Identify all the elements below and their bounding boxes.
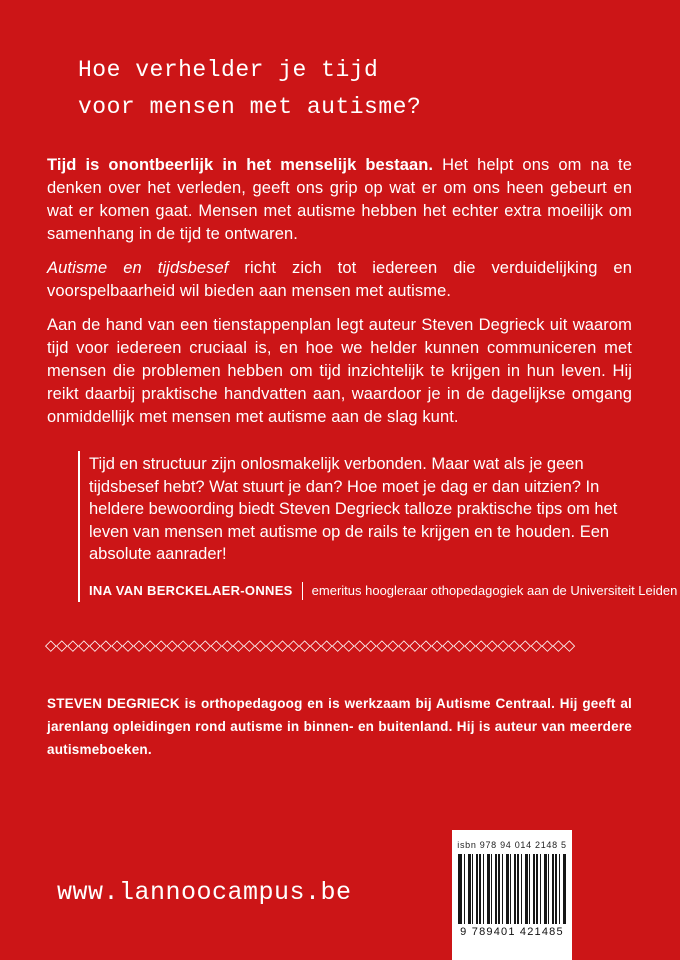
headline-line2: voor mensen met autisme? (78, 94, 422, 120)
paragraph-audience (47, 257, 632, 303)
author-bio-rest: is orthopedagoog en is werkzaam bij Autisme Centraal. Hij geeft al jarenlang opleidingen rond autisme in binnen- en buitenland. Hij is auteur van meerdere autismeboeken. (47, 695, 632, 757)
barcode-panel (452, 830, 572, 960)
attribution-divider-line (302, 582, 303, 600)
paragraph-intro (47, 154, 632, 246)
quote-attribution (89, 582, 678, 600)
headline (78, 52, 632, 126)
paragraph-audience-rest: richt zich tot iedereen die verduidelijking en voorspelbaarheid wil bieden aan mensen met autisme. (47, 259, 632, 300)
headline-line1: Hoe verhelder je tijd (78, 57, 379, 83)
publisher-website: www.lannoocampus.be (57, 878, 352, 907)
author-bio-name: STEVEN DEGRIECK (47, 695, 180, 711)
review-quote-text: Tijd en structuur zijn onlosmakelijk verbonden. Maar wat als je geen tijdsbesef hebt? Wat stuurt je dan? Hoe moet je dag er dan uitzien? In heldere bewoording biedt Steven Degrieck talloze praktische tips om het leven van mensen met autisme op de rails te krijgen en te houden. Een absolute aanrader! (89, 455, 618, 563)
isbn-label: isbn 978 94 014 2148 5 (457, 840, 567, 850)
author-bio (47, 692, 632, 761)
review-quote-block (78, 451, 678, 602)
barcode-number: 9 789401 421485 (460, 926, 564, 938)
book-title: Autisme en tijdsbesef (47, 259, 229, 277)
barcode-icon (458, 854, 566, 924)
paragraph-author-plan: Aan de hand van een tienstappenplan legt auteur Steven Degrieck uit waarom tijd voor iedereen cruciaal is, en hoe we helder kunnen communiceren met mensen die problemen hebben om tijd inzichtelijk te krijgen in hun leven. Hij reikt daarbij praktische handvatten aan, waardoor je in de dagelijkse omgang onmiddellijk met mensen met autisme aan de slag kunt. (47, 316, 632, 426)
quote-author-role: emeritus hoogleraar othopedagogiek aan de Universiteit Leiden (311, 583, 678, 598)
quote-author-name: INA VAN BERCKELAER-ONNES (89, 583, 293, 598)
diamond-chain-divider: ◇◇◇◇◇◇◇◇◇◇◇◇◇◇◇◇◇◇◇◇◇◇◇◇◇◇◇◇◇◇◇◇◇◇◇◇◇◇◇◇◇◇◇◇◇◇◇◇ (45, 635, 575, 654)
paragraph-intro-rest: Het helpt ons om na te denken over het verleden, geeft ons grip op wat er om ons heen gebeurt en wat er komen gaat. Mensen met autisme hebben het echter extra moeilijk om samenhang in de tijd te ontwaren. (47, 156, 632, 243)
paragraph-intro-lead: Tijd is onontbeerlijk in het menselijk bestaan. (47, 156, 434, 174)
